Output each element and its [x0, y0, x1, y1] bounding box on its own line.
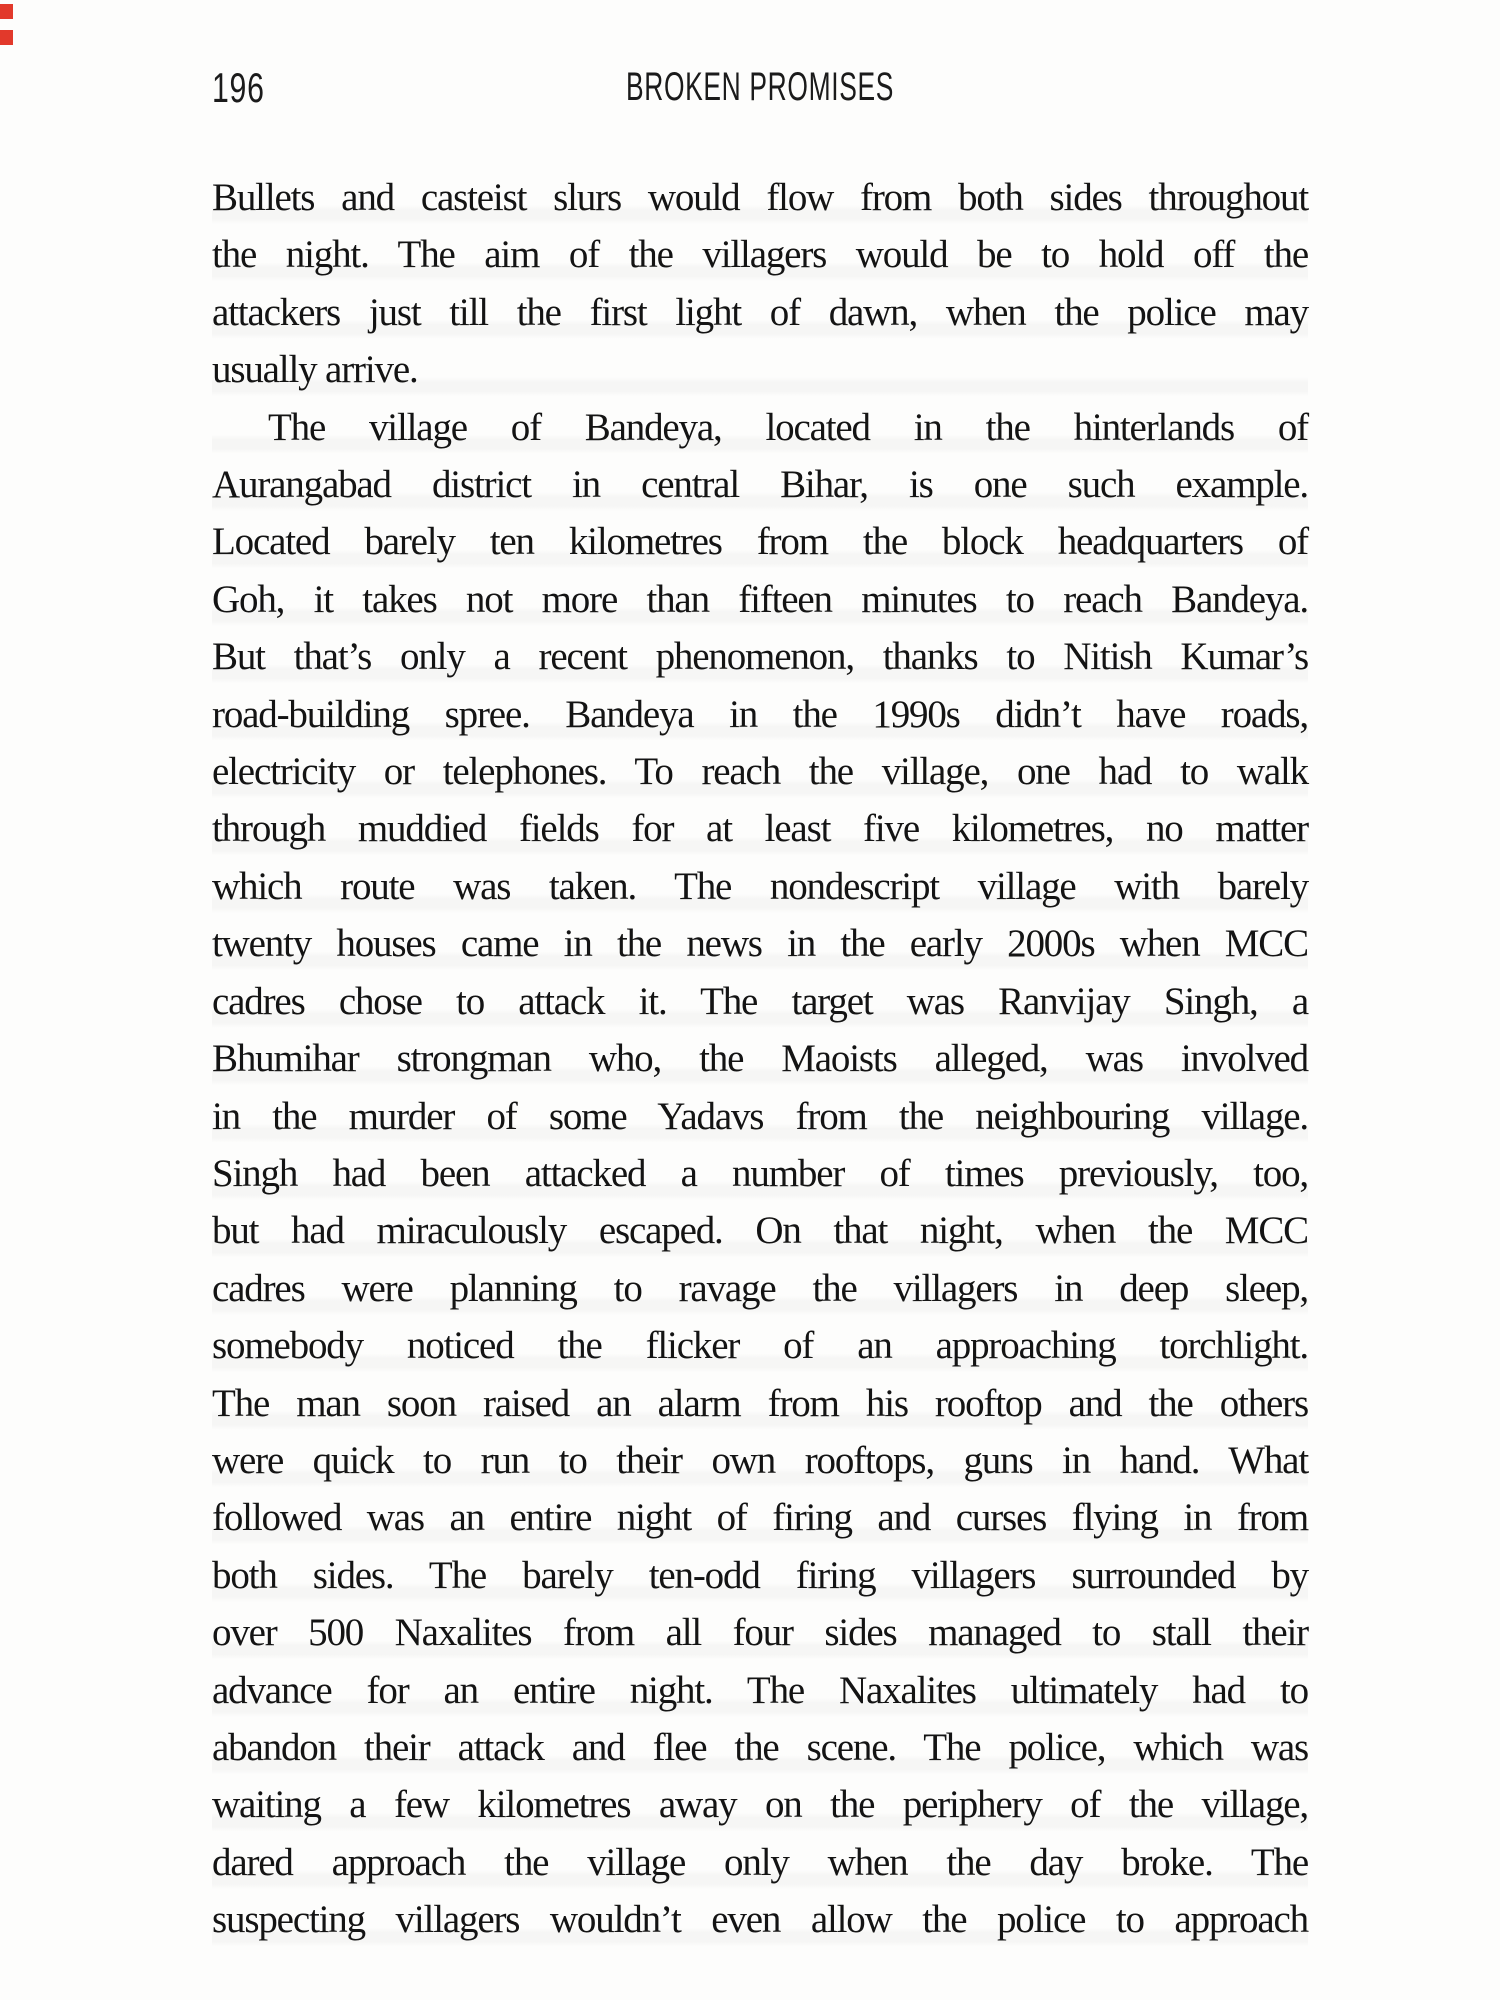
running-head-row: [212, 64, 1308, 111]
text-block: [212, 169, 1308, 1949]
running-header-title: BROKEN PROMISES: [625, 65, 895, 109]
text-line: Located barely ten kilometres from the block headquarters of: [212, 520, 1308, 564]
text-line: twenty houses came in the news in the early 2000s when MCC: [212, 922, 1308, 966]
text-line: electricity or telephones. To reach the village, one had to walk: [212, 750, 1308, 794]
text-line: over 500 Naxalites from all four sides managed to stall their: [212, 1611, 1308, 1655]
text-line: which route was taken. The nondescript village with barely: [212, 864, 1308, 908]
page-number: 196: [212, 64, 265, 111]
text-line: suspecting villagers wouldn’t even allow the police to approach: [212, 1898, 1308, 1942]
text-line: Goh, it takes not more than fifteen minutes to reach Bandeya.: [212, 577, 1308, 621]
text-line: attackers just till the first light of dawn, when the police may: [212, 290, 1308, 334]
text-line: But that’s only a recent phenomenon, thanks to Nitish Kumar’s: [212, 635, 1308, 679]
text-line: waiting a few kilometres away on the periphery of the village,: [212, 1783, 1308, 1827]
text-line: through muddied fields for at least five kilometres, no matter: [212, 807, 1308, 851]
text-line: advance for an entire night. The Naxalites ultimately had to: [212, 1668, 1308, 1712]
text-line: both sides. The barely ten-odd firing villagers surrounded by: [212, 1553, 1308, 1597]
text-line: were quick to run to their own rooftops, guns in hand. What: [212, 1438, 1308, 1482]
red-scan-mark-bottom: [0, 30, 13, 45]
text-line: Aurangabad district in central Bihar, is one such example.: [212, 463, 1308, 507]
text-line: cadres were planning to ravage the villagers in deep sleep,: [212, 1266, 1308, 1310]
text-line: road-building spree. Bandeya in the 1990s didn’t have roads,: [212, 692, 1308, 736]
text-line: Singh had been attacked a number of times previously, too,: [212, 1151, 1308, 1195]
text-line: usually arrive.: [212, 348, 418, 392]
text-line: The village of Bandeya, located in the hinterlands of: [268, 405, 1308, 449]
text-line: but had miraculously escaped. On that night, when the MCC: [212, 1209, 1308, 1253]
red-scan-mark-top: [0, 4, 13, 19]
text-line: The man soon raised an alarm from his rooftop and the others: [212, 1381, 1308, 1425]
text-line: somebody noticed the flicker of an approaching torchlight.: [212, 1324, 1308, 1368]
text-line: followed was an entire night of firing and curses flying in from: [212, 1496, 1308, 1540]
text-line: Bhumihar strongman who, the Maoists alleged, was involved: [212, 1037, 1308, 1081]
text-line: cadres chose to attack it. The target was Ranvijay Singh, a: [212, 979, 1308, 1023]
text-line: Bullets and casteist slurs would flow from both sides throughout: [212, 176, 1308, 219]
text-line: the night. The aim of the villagers would be to hold off the: [212, 233, 1308, 277]
text-line: abandon their attack and flee the scene. The police, which was: [212, 1725, 1308, 1769]
text-line: in the murder of some Yadavs from the neighbouring village.: [212, 1094, 1308, 1138]
text-line: dared approach the village only when the day broke. The: [212, 1840, 1308, 1884]
